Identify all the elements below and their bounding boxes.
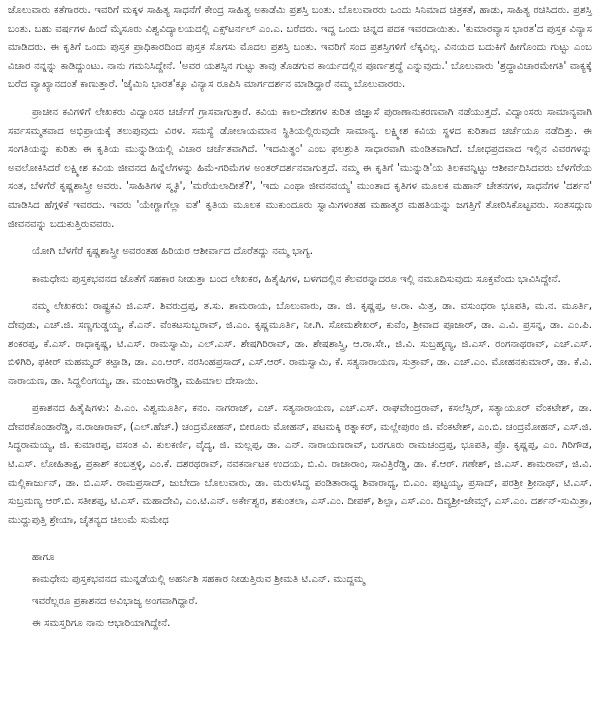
closing-and: ಹಾಗೂ [32, 552, 55, 564]
paragraph-wellwishers-list: ಪ್ರಕಾಶನದ ಹಿತೈಷಿಗಳು: ಪಿ.ಎಂ. ವಿಶ್ವಮೂರ್ತಿ, ಕನಂ. ನಾಗರಾಜ್, ಎಚ್. ಸತ್ಯನಾರಾಯಣ, ಎಚ್.ಎಸ್. ರಾಘವೇಂದ್ರರಾವ್, ಕಸಲೆಸ್ಸಿರ್, ಸತ್ಯಾಯೂರ್ ವೆಂಕಟೇಶ್, ಡಾ. ದೇವರಕೊಂಡಾರೆಡ್ಡಿ, ನ.ರಾಜಾರಾವ್, (ಎಲ್.ಹೆಚ್.) ಚಂದ್ರಮೋಹನ್, ಬೀರೂರು ಮೋಹನ್, ಪಟಮಕ್ಕಿ ರತ್ನಾಕರ್, ಮಲ್ಲೇಪುರಂ ಜಿ. ವೆಂಕಟೇಶ್, ಎಂ.ಬಿ. ಚಂದ್ರಮೋಹನ್, ಎಸ್.ಜಿ. ಸಿದ್ಧರಾಮಯ್ಯ, ಜಿ. ಕುಮಾರಪ್ಪ, ವಸಂತ ವಿ. ಕುಲಕರ್ಣಿ, ವೈದ್ಯ, ಜಿ. ಮಲ್ಲಪ್ಪ, ಡಾ. ಎನ್. ನಾರಾಯಣರಾವ್, ಬರಗೂರು ರಾಮಚಂದ್ರಪ್ಪ, ಭೂಪತಿ, ಪ್ರೊ. ಕೃಷ್ಣಪ್ಪ, ಎಂ. ಗಿರಿಗೌಡ, ಟಿ.ಎಸ್. ಲೋಹಿತಾಕ್ಷ, ಪ್ರಕಾಶ್ ಕಂಬತ್ತಳ್ಳಿ, ಎಂ.ಕೆ. ದಶರಥರಾವ್, ನವಕರ್ನಾಟಕ ಉದಯ, ಬಿ.ವಿ. ರಾಜಾರಾಂ, ಸಾವಿತ್ರಿರೆಡ್ಡಿ, ಡಾ. ಕೆ.ಆರ್. ಗಣೇಶ್, ಜಿ.ಎಸ್. ಶಾಮರಾವ್, ಜಿ.ವಿ. ಮಲ್ಲಿಕಾರ್ಜುನ್, ಡಾ. ಬಿ.ಎಸ್. ರಾಮಪ್ರಸಾದ್, ಜುಬೇದಾ ಬೊಲುವಾರು, ಡಾ. ಮರುಳಸಿದ್ದ ಪಂಡಿತಾರಾಧ್ಯ ಶಿವಾರಾಧ್ಯ, ಬಿ.ಎಂ. ಪುಟ್ಟಯ್ಯ, ಪ್ರಸಾದ್, ಪರಶ್ರೀ ಶ್ರೀನಾಥ್, ಟಿ.ಎಸ್. ಸುಬ್ರಮಣ್ಯ ಆರ್.ಬಿ. ಸತೀಶಪ್ಪ, ಟಿ.ಎಸ್. ಮಹಾದೇವಿ, ಎಂ.ಟಿ.ಎನ್. ಅರ್ಕೇಶ್ವರ, ಶಕುಂತಲಾ, ಎಸ್.ಎಂ. ದೀಪಕ್, ಶಿಲ್ಪಾ, ಎಸ್.ಎಂ. ದಿವ್ಯಶ್ರೀ-ಜೇಮ್ಸ್, ಎಸ್.ಎಂ. ದರ್ಶನ್-ಸುಮಿತ್ರಾ, ಮುದ್ದುಪುತ್ತಿ ಶ್ರೇಯಾ, ಚೈತನ್ಯದ ಚಿಲುಮೆ ಸುಮೇಧ [8, 403, 592, 526]
closing-thanks-muddamma: ಕಾಮಧೇನು ಪುಸ್ತಕಭವನದ ಮುನ್ನಡೆಯಲ್ಲಿ ಅಹರ್ನಿಶಿ ಸಹಕಾರ ನೀಡುತ್ತಿರುವ ಶ್ರೀಮತಿ ಟಿ.ಎನ್. ಮುದ್ದಮ್ಮ [32, 574, 365, 586]
paragraph-blessing: ಯೋಗಿ ಬೆಳಗೆರೆ ಕೃಷ್ಣಶಾಸ್ತ್ರೀ ಅವರಂತಹ ಹಿರಿಯರ ಆಶೀರ್ವಾದ ದೊರೆತದ್ದು ನಮ್ಮ ಭಾಗ್ಯ. [32, 246, 313, 258]
paragraph-authors-list: ನಮ್ಮ ಲೇಖಕರು: ರಾಷ್ಟ್ರಕವಿ ಜಿ.ಎಸ್. ಶಿವರುದ್ರಪ್ಪ, ತ.ಸು. ಶಾಮರಾಯ, ಬೊಲುವಾರು, ಡಾ. ಜಿ. ಕೃಷ್ಣಪ್ಪ, ಅ.ರಾ. ಮಿತ್ರ, ಡಾ. ವಸುಂಧರಾ ಭೂಪತಿ, ಮ.ನ. ಮೂರ್ತಿ, ದೇವುಡು, ಎಚ್.ಜಿ. ಸಣ್ಣಗುಡ್ಡಯ್ಯ, ಕೆ.ಎನ್. ವೆಂಕಟಸುಬ್ಬರಾವ್, ಜಿ.ಎಂ. ಕೃಷ್ಣಮೂರ್ತಿ, ನೀ.ಗಿ. ಸೋಮಶೇಖರ್, ಕುವೆಂ, ಶ್ರೀವಾದ ಪೂಜಾರ್, ಡಾ. ಎ.ವಿ. ಪ್ರಸನ್ನ, ಡಾ. ಎಂ.ಪಿ. ಶಂಕರಪ್ಪ, ಕೆ.ಎಸ್. ರಾಧಾಕೃಷ್ಣ, ಟಿ.ಎಸ್. ರಾಮಸ್ವಾಮಿ, ಎಲ್.ಎಸ್. ಶೇಷಗಿರಿರಾವ್, ಡಾ. ಶೇಷಶಾಸ್ತ್ರಿ, ಆ.ರಾ.ಸೇ., ಜಿ.ವಿ. ಸುಬ್ರಹ್ಮಣ್ಯ, ಜಿ.ಎಸ್. ರಂಗನಾಥರಾವ್, ಎಚ್.ಎಸ್. ಬಿಳಿಗಿರಿ, ಫಕೀರ್ ಮಹಮ್ಮದ್ ಕಟ್ಪಾಡಿ, ಡಾ. ಎಂ.ಆರ್. ನರಸಿಂಹಪ್ರಸಾದ್, ಎಸ್.ಆರ್. ರಾಮಸ್ವಾಮಿ, ಕೆ. ಸತ್ಯನಾರಾಯಣ, ಸುತ್ರಾವ್, ಡಾ. ಎಚ್.ಎಂ. ಮೋಹನಕುಮಾರ್, ಡಾ. ಕೆ.ವಿ. ನಾರಾಯಣ, ಡಾ. ಸಿದ್ದಲಿಂಗಯ್ಯ, ಡಾ. ಮಂಜುಳಾರೆಡ್ಡಿ, ಮಹಿಮಾಲ ದೇಸಾಯಿ. [8, 301, 592, 387]
spacer [8, 539, 592, 547]
paragraph-bolumaru: ಜೊಲುವಾರು ಕತೆಗಾರರು. ಇವರಿಗೆ ಮಕ್ಕಳ ಸಾಹಿತ್ಯ ಸಾಧನೆಗೆ ಕೇಂದ್ರ ಸಾಹಿತ್ಯ ಅಕಾಡೆಮಿ ಪ್ರಶಸ್ತಿ ಬಂತು. ಬೊಲುವಾರರು ಒಂದು ಸಿನಿಮಾದ ಚಿತ್ರಕತೆ, ಹಾಡು, ಸಾಹಿತ್ಯ ರಚಿಸಿದರು. ಪ್ರಶಸ್ತಿ ಬಂತು. ಬಹು ವರ್ಷಗಳ ಹಿಂದೆ ಮೈಸೂರು ವಿಶ್ವವಿದ್ಯಾಲಯದಲ್ಲಿ ಎಕ್ಸ್‌ಟರ್ನಲ್ ಎಂ.ಎ. ಬರೆದರು. ಇದ್ದ ಒಂದು ಚಿನ್ನದ ಪದಕ ಇವರದಾಯಿತು. 'ಕುಮಾರವ್ಯಾಸ ಭಾರತ'ದ ಪುಸ್ತಕ ವಿನ್ಯಾಸ ಮಾಡಿದರು. ಈ ಕೃತಿಗೆ ಒಂದು ಪುಸ್ತಕ ಪ್ರಾಧಿಕಾರದಿಂದ ಪುಸ್ತಕ ಸೊಗಸು ಮೊದಲ ಪ್ರಶಸ್ತಿ ಬಂತು. ಇವರಿಗೆ ಸಂದ ಪ್ರಶಸ್ತಿಗಳಿಗೆ ಲೆಕ್ಕವಿಲ್ಲ. ವಿನಯದ ಬದುಕಿಗೆ ಹೀಗೊಂದು ಗುಟ್ಟು ಎಂಬ ವಿಚಾರ ನನ್ನನ್ನು ಕಾಡಿದ್ದುಂಟು. ನಾನು ಗಮನಿಸಿದ್ದೇನೆ. 'ಅವರ ಯಶಸ್ಸಿನ ಗುಟ್ಟು ತಾವು ತೊಡಗುವ ಕಾರ್ಯದಲ್ಲಿನ ಪೂರ್ಣಶ್ರದ್ಧೆ ಎನ್ನುವುದು.' ಬೊಲುವಾರು 'ಶ್ರದ್ಧಾವಿಚಾರಮೇಗತಿ' ವಾಕ್ಯಕ್ಕೆ ಬರೆದ ವ್ಯಾಖ್ಯಾನದಂತೆ ಕಾಣುತ್ತಾರೆ. 'ಜೈಮಿನಿ ಭಾರತ'ಕ್ಕೂ ವಿನ್ಯಾಸ ರೂಪಿಸಿ ಮಾರ್ಗದರ್ಶನ ಮಾಡಿದ್ದಾರೆ ನಮ್ಮ ಬೊಲುವಾರರು. [8, 5, 592, 91]
closing-integral-part: ಇವರೆಲ್ಲರೂ ಪ್ರಕಾಶನದ ಅವಿಭಾಜ್ಯ ಅಂಗವಾಗಿದ್ದಾರೆ. [32, 596, 198, 608]
closing-gratitude: ಈ ಸಮಸ್ತರಿಗೂ ನಾನು ಆಭಾರಿಯಾಗಿದ್ದೇನೆ. [32, 618, 171, 630]
paragraph-lakshmisha: ಪ್ರಾಚೀನ ಕವಿಗಳಿಗೆ ಲೇಖಕರು ವಿದ್ವಾಂಸರ ಚರ್ಚೆಗೆ ಗ್ರಾಸವಾಗುತ್ತಾರೆ. ಕವಿಯ ಕಾಲ-ದೇಶಗಳ ಕುರಿತ ಜಿಜ್ಞಾಸೆ ಪುರಾಣಾನುಕರಣವಾಗಿ ನಡೆಯುತ್ತದೆ. ವಿದ್ವಾಂಸರು ಸಾಮಾನ್ಯವಾಗಿ ಸರ್ವಸಮ್ಮತವಾದ ಅಭಿಪ್ರಾಯಕ್ಕೆ ತಲುಪುವುದು ವಿರಳ. ಸಮಸ್ಯೆ ಡೋಲಾಯಮಾನ ಸ್ಥಿತಿಯಲ್ಲಿರುವುದೇ ಸಾಮಾನ್ಯ. ಲಕ್ಷ್ಮೀಶ ಕವಿಯ ಸ್ಥಳದ ಕುರಿತಾದ ಚರ್ಚೆಯೂ ನಡೆದಿತ್ತು. ಈ ಸಂಗತಿಯನ್ನು ಕುರಿತು ಈ ಕೃತಿಯ ಮುನ್ನುಡಿಯಲ್ಲಿ ವಿಚಾರ ಚರ್ಚೆತವಾಗಿದೆ. 'ಇದಮಿತ್ಥಂ' ಎಂಬ ಫಲಶ್ರುತಿ ಸಾಧಾರವಾಗಿ ಮಂಡಿತವಾಗಿದೆ. ಬೋಧಪ್ರದವಾದ ಇಲ್ಲಿನ ವಿವರಗಳನ್ನು ಅವಲೋಕಿಸಿದರೆ ಲಕ್ಷ್ಮೀಶ ಕವಿಯ ಜೀವನದ ಹಿನ್ನೆಲೆಗಳನ್ನು ಹಿಮೆ-ಗರಿಮೆಗಳ ಅಂತರ್‌ದರ್ಶನವಾಗುತ್ತದೆ. ನಮ್ಮ ಈ ಕೃತಿಗೆ 'ಮುನ್ನುಡಿ'ಯ ತಿಲಕವನ್ನಿಟ್ಟು ಆಶೀರ್ವದಿಸಿದವರು ಬೆಳಗೆರೆಯ ಸಂತ, ಬೆಳಗೆರೆ ಕೃಷ್ಣಶಾಸ್ತ್ರೀ ಅವರು. 'ಸಾಹಿತಿಗಳ ಸ್ಮೃತಿ', 'ಮರೆಯಲಾದೀತೆ?', 'ಇದು ಎಂಥಾ ಜೀವನವಯ್ಯ' ಮುಂತಾದ ಕೃತಿಗಳ ಮೂಲಕ ಮಹಾನ್ ಚೇತನಗಳ, ಸಾಧನೆಗಳ 'ದರ್ಶನ' ಮಾಡಿಸಿದ ಹೆಗ್ಗಳಿಕೆ ಇವರದು. ಇವರು 'ಯೇಗ್ದಾಗೆಲ್ಲಾ ಐತೆ' ಕೃತಿಯ ಮೂಲಕ ಮುಕುಂದೂರು ಸ್ವಾಮಿಗಳಂತಹ ಮಹಾತ್ಮರ ಮಹತಿಯನ್ನು ಜಗತ್ತಿಗೆ ತೋರಿಸಿಕೊಟ್ಟವರು. ಸಂತಸದ್ಗುಣ ಜೀವನವನ್ನು ಬದುಕುತ್ತಿರುವವರು. [8, 106, 592, 230]
paragraph-acknowledgement-intro: ಕಾಮಧೇನು ಪುಸ್ತಕಭವನದ ಜೊತೆಗೆ ಸಹಕಾರ ನೀಡುತ್ತಾ ಬಂದ ಲೇಖಕರ, ಹಿತೈಷಿಗಳ, ಬಳಗದಲ್ಲಿನ ಕೆಲವರನ್ನಾದರೂ ಇಲ್ಲಿ ನಮೂದಿಸುವುದು ಸೂಕ್ತವೆಂದು ಭಾವಿಸಿದ್ದೇನೆ. [32, 273, 561, 285]
